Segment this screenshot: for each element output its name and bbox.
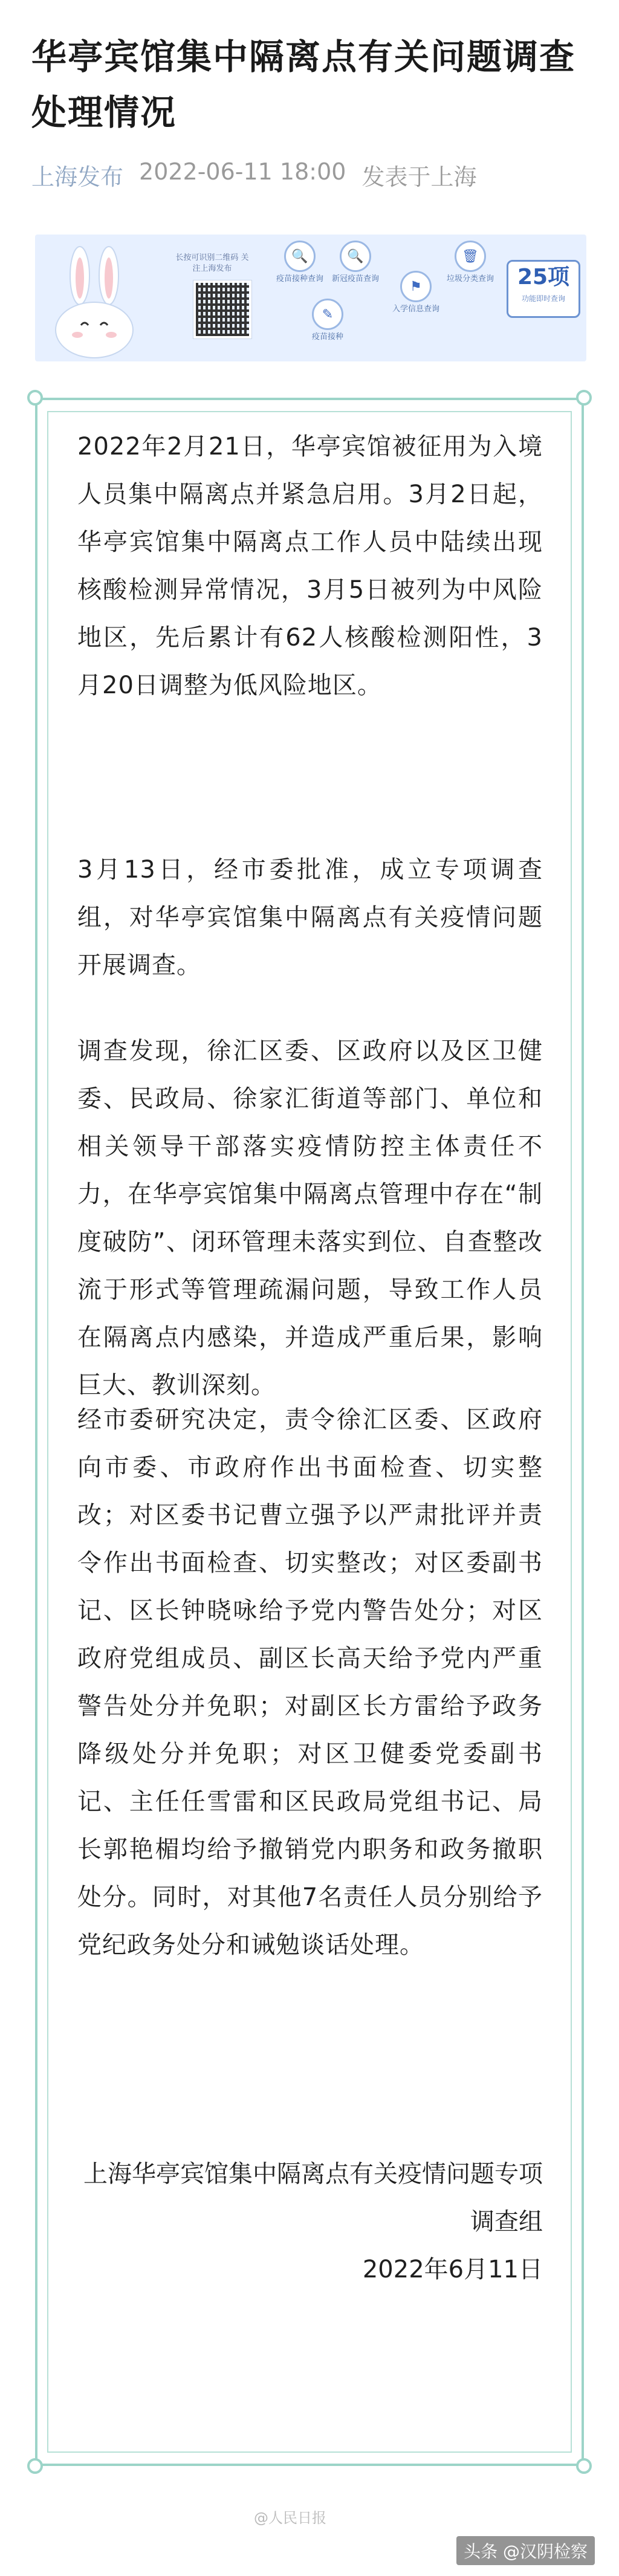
signature-date: 2022年6月11日 <box>362 2256 543 2283</box>
article-datetime: 2022-06-11 18:00 <box>139 158 346 185</box>
corner-ornament-icon <box>27 2458 43 2474</box>
service-enrollment-query[interactable]: ⚑ 入学信息查询 <box>380 271 452 325</box>
school-icon: ⚑ <box>400 271 432 302</box>
service-vaccination[interactable]: ✎ 疫苗接种 <box>291 299 364 353</box>
article-title: 华亭宾馆集中隔离点有关问题调查处理情况 <box>31 36 576 133</box>
service-garbage-sorting[interactable]: 🗑 垃圾分类查询 <box>434 241 507 295</box>
search-icon: 🔍 <box>340 241 371 272</box>
search-icon: 🔍 <box>284 241 316 272</box>
features-badge[interactable]: 25项 功能即时查询 <box>507 260 580 318</box>
paragraph-4: 经市委研究决定，责令徐汇区委、区政府向市委、市政府作出书面检查、切实整改；对区委书记曹立强予以严肃批评并责令作出书面检查、切实整改；对区委副书记、区长钟晓咏给予党内警告处分；对区政府党组成员、副区长高天给予党内严重警告处分并免职；对副区长方雷给予政务降级处分并免职；对区卫健委党委副书记、主任任雪雷和区民政局党组书记、局长郭艳楣均给予撤销党内职务和政务撤职处分。同时，对其他7名责任人员分别给予党纪政务处分和诫勉谈话处理。 <box>77 1406 543 1959</box>
paragraph-3: 调查发现，徐汇区委、区政府以及区卫健委、民政局、徐家汇街道等部门、单位和相关领导干部落实疫情防控主体责任不力，在华亭宾馆集中隔离点管理中存在“制度破防”、闭环管理未落实到位、自查整改流于形式等管理疏漏问题，导致工作人员在隔离点内感染，并造成严重后果，影响巨大、教训深刻。 <box>77 1037 543 1399</box>
watermark-right: 头条 @汉阴检察 <box>456 2536 595 2565</box>
corner-ornament-icon <box>27 390 43 406</box>
corner-ornament-icon <box>576 390 592 406</box>
rabbit-mascot-icon <box>44 239 146 360</box>
article-location: 发表于上海 <box>361 164 477 190</box>
article-meta <box>31 158 594 192</box>
paragraph-2: 3月13日，经市委批准，成立专项调查组，对华亭宾馆集中隔离点有关疫情问题开展调查。 <box>77 856 543 979</box>
trash-icon: 🗑 <box>455 241 486 272</box>
service-covid-vaccine[interactable]: 🔍 新冠疫苗查询 <box>319 241 392 295</box>
service-vaccine-query[interactable]: 🔍 疫苗接种查询 <box>264 241 336 295</box>
promo-banner[interactable] <box>35 235 586 361</box>
paragraph-1: 2022年2月21日，华亭宾馆被征用为入境人员集中隔离点并紧急启用。3月2日起，华亭宾馆集中隔离点工作人员中陆续出现核酸检测异常情况，3月5日被列为中风险地区，先后累计有62人核酸检测阳性，3月20日调整为低风险地区。 <box>77 433 543 699</box>
qr-caption: 长按可识别二维码 关注上海发布 <box>175 253 249 273</box>
needle-icon: ✎ <box>312 299 343 330</box>
signature-block <box>77 2150 543 2294</box>
signature-org: 上海华亭宾馆集中隔离点有关疫情问题专项调查组 <box>83 2160 543 2236</box>
article-source[interactable]: 上海发布 <box>31 164 124 190</box>
corner-ornament-icon <box>576 2458 592 2474</box>
qr-code[interactable] <box>193 280 251 338</box>
watermark-center: @人民日报 <box>254 2510 326 2526</box>
